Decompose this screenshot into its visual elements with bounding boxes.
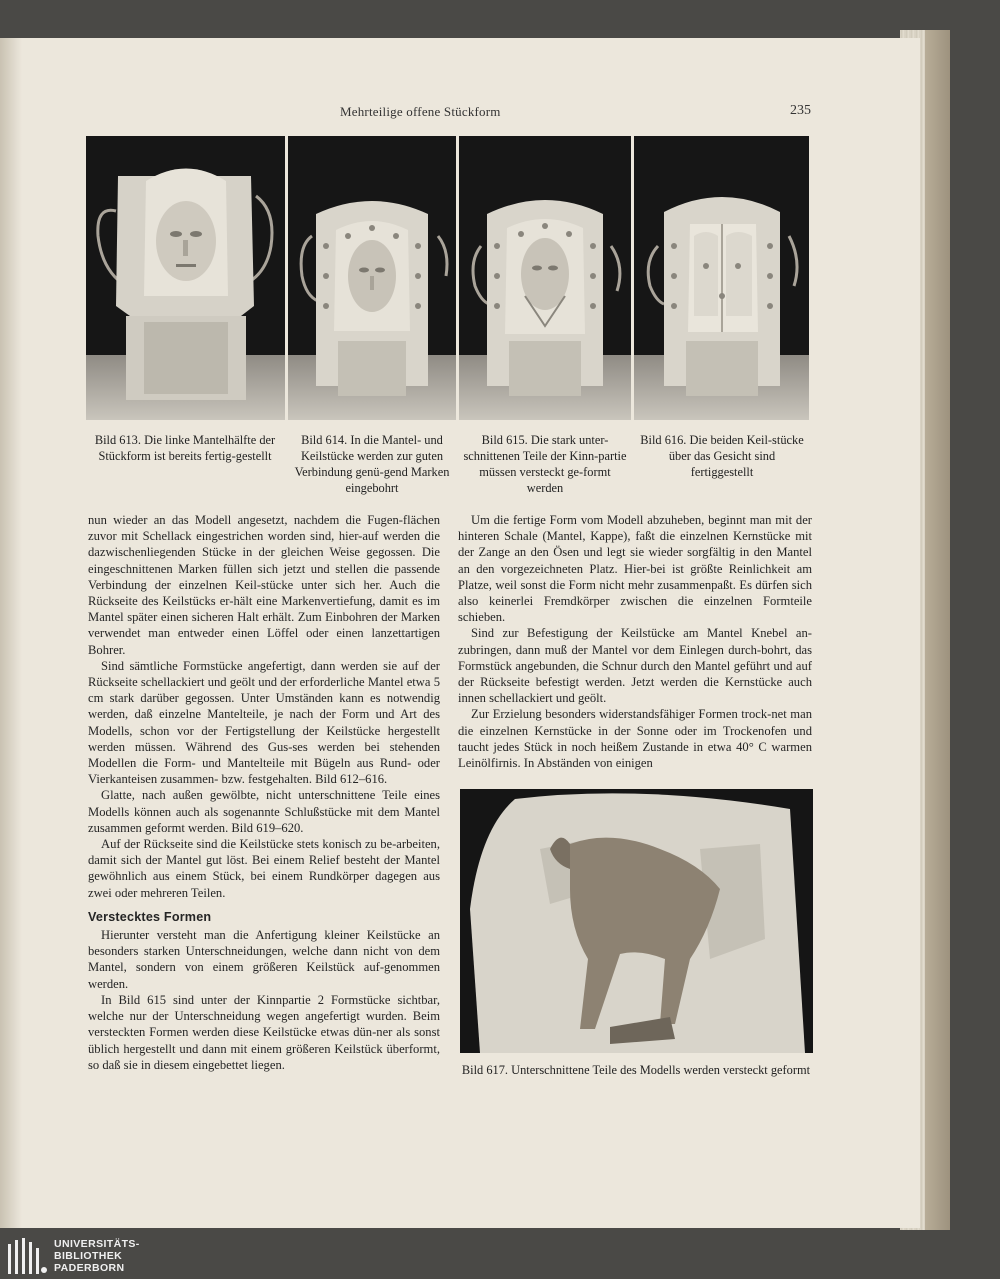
section-heading: Verstecktes Formen [88, 909, 212, 924]
paragraph: Sind sämtliche Formstücke angefertigt, dann werden sie auf der Rückseite schellackiert und geölt und der erforderliche Mantel etwa 5 cm stark darüber gegossen. Unter Umständen kann es notwendig werden, daß einzelne Mantelteile, je nach der Form und Art des Modells, schon vor der Fertigstellung der Keilstücke hergestellt werden müssen. Während des Gus-ses werden bei stehenden Modellen die Form- und Mantelteile mit Bügeln aus Rund- oder Vierkanteisen zusammen- bzw. festgehalten. Bild 612–616. [88, 658, 440, 787]
page-gutter-shadow [0, 38, 22, 1228]
book-cover-edge [925, 30, 950, 1230]
figure-615-caption: Bild 615. Die stark unter-schnittenen Teile der Kinn-partie müssen versteckt ge-formt werden [463, 433, 627, 495]
figure-616-caption: Bild 616. Die beiden Keil-stücke über das Gesicht sind fertiggestellt [640, 433, 804, 479]
figure-614-photo [288, 136, 456, 420]
library-logo-bars-icon [8, 1238, 48, 1274]
library-logo [0, 1232, 300, 1279]
left-text-column [88, 512, 440, 1073]
page-number: 235 [790, 103, 811, 118]
figure-616-photo [634, 136, 809, 420]
paragraph: Sind zur Befestigung der Keilstücke am Mantel Knebel an-zubringen, dann muß der Mantel vor dem Einlegen durch-bohrt, das Formstück angebunden, die Schnur durch den Mantel geführt und auf der Rückseite befestigt werden. Jetzt werden die Kernstücke auch innen schellackiert und geölt. [458, 626, 812, 706]
figure-617-photo [460, 789, 813, 1053]
library-name-line-2: BIBLIOTHEK [54, 1250, 123, 1262]
figure-617-caption: Bild 617. Unterschnittene Teile des Modells werden versteckt geformt [461, 1063, 811, 1077]
paragraph: Hierunter versteht man die Anfertigung kleiner Keilstücke an besonders starken Unterschneidungen, welche dann nicht von dem Mantel, sondern von einem größeren Keilstück auf-genommen werden. [88, 928, 440, 991]
figure-615-photo [459, 136, 631, 420]
paragraph: Auf der Rückseite sind die Keilstücke stets konisch zu be-arbeiten, damit sich der Mantel gut löst. Bei einem Relief besteht der Mantel gewöhnlich aus einem Stück, bei einem Rundkörper dagegen aus zwei oder mehreren Teilen. [88, 837, 440, 900]
figure-613-photo [86, 136, 285, 420]
running-title: Mehrteilige offene Stückform [340, 104, 501, 119]
paragraph: Glatte, nach außen gewölbte, nicht unterschnittene Teile eines Modells können auch als sogenannte Schlußstücke mit dem Mantel zusammen geformt werden. Bild 619–620. [88, 788, 440, 835]
library-name-line-1: UNIVERSITÄTS- [54, 1238, 140, 1250]
figure-613-caption: Bild 613. Die linke Mantelhälfte der Stückform ist bereits fertig-gestellt [94, 433, 276, 463]
paragraph: nun wieder an das Modell angesetzt, nachdem die Fugen-flächen zuvor mit Schellack eingestrichen worden sind, hier-auf werden die dazwischenliegenden Stücke in der gleichen Weise gegossen. Die eingeschnittenen Marken füllen sich jetzt und stellen die passende Verbindung der einzelnen Keil-stücke unter sich her. Auch die Rückseite des Keilstücks er-hält eine Markenvertiefung, damit es im Mantel später einen sicheren Halt erhält. Zum Einbohren der Marken verwendet man entweder einen Löffel oder einen lanzettartigen Bohrer. [88, 513, 440, 657]
paragraph: In Bild 615 sind unter der Kinnpartie 2 Formstücke sichtbar, welche nur der Unterschneidung wegen angefertigt wurden. Beim versteckten Formen werden diese Keilstücke etwas dün-ner als sonst üblich hergestellt und dann mit einem größeren Keilstück überformt, so daß sie in diesem eingebettet liegen. [88, 992, 440, 1072]
paragraph: Um die fertige Form vom Modell abzuheben, beginnt man mit der hinteren Schale (Mantel, Kappe), faßt die einzelnen Kernstücke mit der Zange an den Ösen und legt sie wieder sorgfältig in den Mantel an den vorgezeichneten Platz. Hier-bei ist größte Reinlichkeit am Platze, weil sonst die Form nicht mehr zusammenpaßt. Es dürfen sich also keinerlei Fremdkörper zwischen die einzelnen Formteile schieben. [458, 513, 812, 625]
figure-614-caption: Bild 614. In die Mantel- und Keilstücke werden zur guten Verbindung genü-gend Marken eingebohrt [294, 433, 450, 495]
right-text-column [458, 512, 812, 771]
library-name-line-3: PADERBORN [54, 1262, 125, 1274]
paragraph: Zur Erzielung besonders widerstandsfähiger Formen trock-net man die einzelnen Kernstücke in der Sonne oder im Trockenofen und taucht jedes Stück in noch heißem Zustande in etwa 40° C warmen Leinölfirnis. In Abständen von einigen [458, 707, 812, 771]
